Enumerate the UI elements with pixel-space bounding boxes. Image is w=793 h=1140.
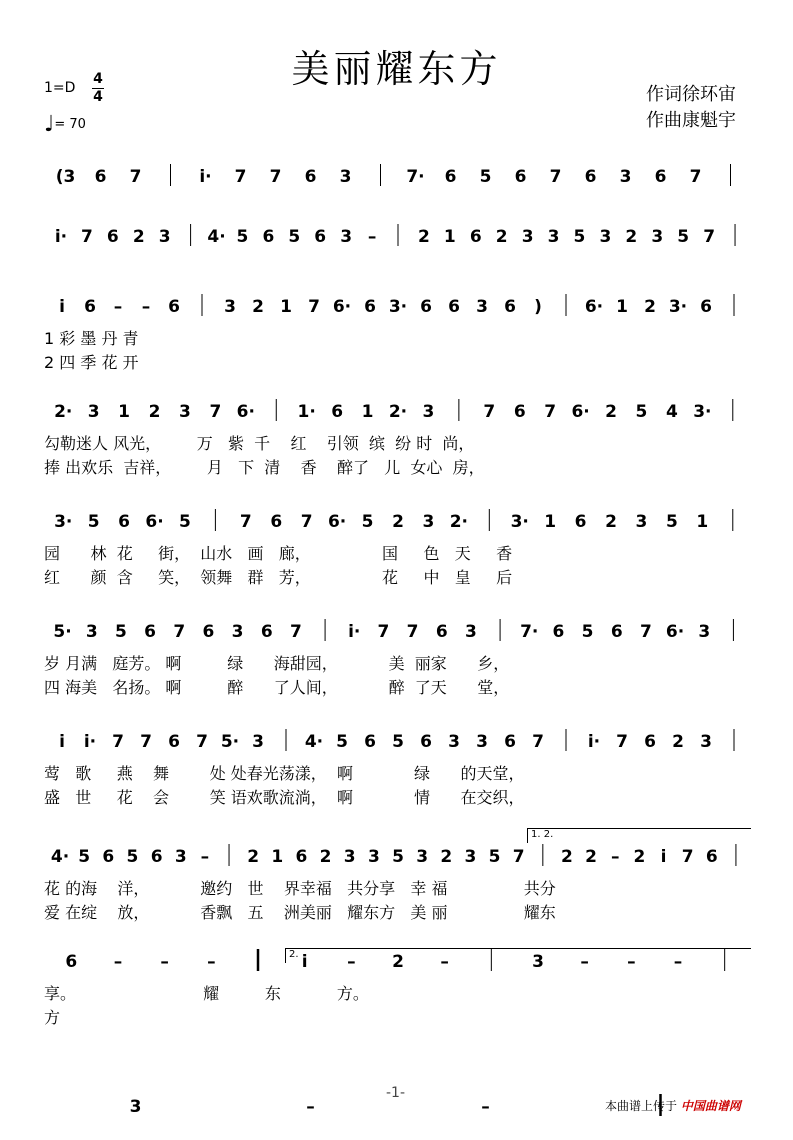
note: 5 — [665, 512, 678, 532]
volta-bracket: 1. 2. — [527, 828, 751, 843]
note: 5 — [635, 402, 648, 422]
note: 3 — [85, 622, 98, 642]
note: 3 — [464, 847, 477, 867]
note: 3 — [532, 952, 544, 972]
note: 7 — [544, 402, 557, 422]
composer-credit: 作曲康魁宇 — [646, 110, 736, 131]
note: 7 — [406, 622, 419, 642]
note: 6 — [420, 732, 432, 752]
tempo-value: = 70 — [54, 117, 86, 132]
note: 7 — [209, 402, 222, 422]
note: 5 — [479, 167, 492, 187]
note: 6 — [168, 297, 180, 317]
note: – — [141, 297, 151, 317]
tempo-marking — [44, 112, 86, 137]
note: 7 — [234, 167, 247, 187]
note: – — [481, 1097, 490, 1117]
note: 2 — [605, 402, 617, 422]
note: 6 — [644, 732, 656, 752]
time-signature — [92, 72, 104, 105]
note: 3 — [700, 732, 712, 752]
note: – — [207, 952, 216, 972]
note: – — [160, 952, 169, 972]
note: 7· — [520, 622, 539, 642]
note: i· — [199, 167, 212, 187]
lyric-line-2: 2 四 季 花 开 — [44, 353, 139, 372]
note: 7 — [196, 732, 208, 752]
note: 6 — [610, 622, 623, 642]
note: 6· — [332, 297, 352, 317]
note: 7 — [681, 847, 694, 867]
note: 1 — [361, 402, 374, 422]
note: 6 — [144, 622, 157, 642]
note: 3 — [87, 402, 100, 422]
note: 7· — [406, 167, 425, 187]
note: 3· — [668, 297, 688, 317]
note: 6 — [94, 167, 107, 187]
lyric-line-2: 捧 出欢乐 吉祥， 月 下 清 香 醉了 儿 女心 房， — [44, 458, 485, 477]
note: – — [113, 297, 123, 317]
note: – — [440, 952, 449, 972]
note: 6 — [364, 297, 376, 317]
note: i — [660, 847, 667, 867]
note: 3 — [619, 167, 632, 187]
note: 2 — [561, 847, 573, 867]
note: 2 — [585, 847, 598, 867]
song-title: 美丽耀东方 — [291, 47, 502, 91]
note: 3 — [464, 622, 477, 642]
note: 6 — [331, 402, 344, 422]
note: 2 — [495, 227, 508, 247]
note: 7 — [80, 227, 93, 247]
note: 7 — [377, 622, 390, 642]
note: 7 — [239, 512, 252, 532]
note: 3 — [698, 622, 711, 642]
note: i — [59, 297, 65, 317]
note: 3 — [252, 732, 264, 752]
note: 6 — [469, 227, 482, 247]
note: 2 — [672, 732, 684, 752]
lyric-line-1: 勾勒迷人 风光， 万 紫 千 红 引领 缤 纷 时 尚， — [44, 434, 475, 453]
note: 3 — [521, 227, 534, 247]
note: – — [113, 952, 123, 972]
note: 2 — [440, 847, 453, 867]
note: 3 — [448, 732, 460, 752]
note: 7 — [703, 227, 716, 247]
note: 6 — [514, 167, 527, 187]
note: – — [610, 847, 620, 867]
note: 6 — [504, 297, 516, 317]
note: 3 — [343, 847, 356, 867]
note: 2 — [252, 297, 264, 317]
note: 1 — [118, 402, 131, 422]
note: i· — [54, 227, 68, 247]
note: 6 — [106, 227, 119, 247]
note: 5 — [488, 847, 501, 867]
note: 6 — [102, 847, 115, 867]
note: 3 — [422, 402, 435, 422]
lyricist-credit: 作词徐环宙 — [646, 84, 736, 105]
note: – — [306, 1097, 315, 1117]
note: 6· — [665, 622, 685, 642]
note: 7 — [173, 622, 186, 642]
note: 3 — [416, 847, 429, 867]
note: 6 — [304, 167, 317, 187]
note: i· — [83, 732, 97, 752]
note: 2 — [132, 227, 145, 247]
note: 7 — [129, 167, 142, 187]
note: i — [59, 732, 65, 752]
note: 5 — [114, 622, 127, 642]
note: 4· — [304, 732, 324, 752]
notation-line — [0, 150, 793, 210]
note: 4 — [665, 402, 678, 422]
volta-bracket: 2. — [285, 948, 751, 963]
lyric-line-2: 四 海美 名扬。 啊 醉 了人间， 醉 了天 堂， — [44, 678, 510, 697]
note: – — [580, 952, 589, 972]
page-number: -1- — [386, 1085, 406, 1101]
lyric-line-1: 园 林 花 街， 山水 画 廊， 国 色 天 香 — [44, 544, 513, 563]
note: – — [347, 952, 356, 972]
note: 5 — [392, 732, 404, 752]
note: 6 — [65, 952, 78, 972]
note: 5 — [361, 512, 374, 532]
note: 3 — [179, 402, 191, 422]
note: 6 — [654, 167, 667, 187]
note: 2 — [633, 847, 646, 867]
note: 3 — [339, 167, 352, 187]
note: 2 — [625, 227, 638, 247]
note: 3 — [422, 512, 435, 532]
note: 1 — [616, 297, 628, 317]
note: – — [367, 227, 377, 247]
note: 7 — [140, 732, 152, 752]
note: 5 — [87, 512, 100, 532]
note: 6· — [236, 402, 255, 422]
note: 3 — [367, 847, 380, 867]
note: (3 — [55, 167, 76, 187]
note: 7 — [549, 167, 562, 187]
note: – — [673, 952, 683, 972]
note: 7 — [269, 167, 282, 187]
lyric-line-1: 1 彩 墨 丹 青 — [44, 329, 139, 348]
note: 3· — [693, 402, 712, 422]
note: i· — [587, 732, 601, 752]
note: 2· — [449, 512, 469, 532]
note: 3 — [599, 227, 612, 247]
note: 6 — [435, 622, 448, 642]
note: 5 — [581, 622, 594, 642]
note: 6 — [420, 297, 432, 317]
note: 6 — [364, 732, 376, 752]
lyric-line-2: 爱 在绽 放， 香飘 五 洲美丽 耀东方 美 丽 耀东 — [44, 903, 556, 922]
note: 2 — [644, 297, 656, 317]
note: 6 — [260, 622, 273, 642]
note: 2 — [247, 847, 260, 867]
note: 3 — [651, 227, 664, 247]
note: 4· — [207, 227, 226, 247]
key-signature: 1=D — [44, 80, 76, 96]
note: 1 — [280, 297, 292, 317]
source-brand-logo: 中国曲谱网 — [680, 1099, 741, 1113]
note: 6 — [513, 402, 526, 422]
note: 3· — [510, 512, 529, 532]
source-credit — [605, 1097, 741, 1114]
note: 1 — [443, 227, 456, 247]
note: 7 — [616, 732, 628, 752]
note: 5· — [53, 622, 72, 642]
note: 7 — [300, 512, 313, 532]
note: 6 — [552, 622, 565, 642]
note: 6· — [327, 512, 347, 532]
note: 7 — [639, 622, 652, 642]
note: – — [200, 847, 210, 867]
note: 5 — [573, 227, 586, 247]
note: 7 — [512, 847, 525, 867]
note: 2 — [392, 952, 404, 972]
note: 1· — [297, 402, 316, 422]
note: i· — [348, 622, 361, 642]
note: 3 — [340, 227, 353, 247]
note: 3 — [174, 847, 187, 867]
note: 5 — [78, 847, 91, 867]
note: 7 — [532, 732, 544, 752]
note: 7 — [689, 167, 702, 187]
lyric-line-2: 盛 世 花 会 笑 语欢歌流淌， 啊 情 在交织， — [44, 788, 525, 807]
note: 3 — [476, 297, 488, 317]
lyric-line-2: 红 颜 含 笑， 领舞 群 芳， 花 中 皇 后 — [44, 568, 513, 587]
note: 3 — [476, 732, 488, 752]
quarter-note-icon: ♩ — [44, 112, 55, 137]
note: 2 — [418, 227, 430, 247]
note: 3 — [129, 1097, 142, 1117]
note: 3 — [224, 297, 236, 317]
notation-line — [0, 210, 793, 270]
note: 3 — [635, 512, 648, 532]
note: 5 — [392, 847, 404, 867]
note: 2 — [319, 847, 332, 867]
note: 6 — [314, 227, 327, 247]
note: 6· — [145, 512, 164, 532]
note: 6· — [584, 297, 604, 317]
note: 5 — [677, 227, 690, 247]
note: 3· — [54, 512, 73, 532]
source-prefix: 本曲谱上传于 — [605, 1099, 678, 1113]
note: 6 — [168, 732, 180, 752]
note: 6· — [571, 402, 590, 422]
time-sig-top: 4 — [93, 71, 103, 87]
note: 2 — [148, 402, 161, 422]
note: – — [627, 952, 636, 972]
note: 4· — [50, 847, 70, 867]
note: 1 — [696, 512, 709, 532]
note: 5 — [126, 847, 139, 867]
note: 6 — [202, 622, 215, 642]
note: 3 — [231, 622, 244, 642]
note: 1 — [271, 847, 284, 867]
note: 6 — [270, 512, 283, 532]
lyric-line-1: 岁 月满 庭芳。 啊 绿 海甜园， 美 丽家 乡， — [44, 654, 510, 673]
note: 5 — [179, 512, 191, 532]
note: 6 — [118, 512, 131, 532]
note: 2· — [388, 402, 408, 422]
note: 7 — [289, 622, 302, 642]
time-sig-bottom: 4 — [93, 89, 103, 105]
note: 5 — [236, 227, 249, 247]
note: 6 — [84, 297, 96, 317]
note: 3· — [388, 297, 408, 317]
note: 3 — [158, 227, 171, 247]
note: 6 — [700, 297, 712, 317]
note: 5 — [288, 227, 301, 247]
note: 2 — [392, 512, 404, 532]
note: 6 — [448, 297, 460, 317]
note: 6 — [584, 167, 597, 187]
note: 5 — [336, 732, 348, 752]
note: 5· — [220, 732, 240, 752]
note: 7 — [308, 297, 320, 317]
note: 6 — [705, 847, 718, 867]
lyric-line-1: 莺 歌 燕 舞 处 处春光荡漾， 啊 绿 的天堂， — [44, 764, 525, 783]
note: 6 — [262, 227, 275, 247]
lyric-line-1: 花 的海 洋， 邀约 世 界幸福 共分享 幸 福 共分 — [44, 879, 556, 898]
lyric-line-1: 享。 耀 东 方。 — [44, 984, 369, 1003]
note: 6 — [574, 512, 587, 532]
note: 6 — [150, 847, 163, 867]
note: 6 — [444, 167, 457, 187]
note: 2 — [605, 512, 617, 532]
note: 7 — [483, 402, 496, 422]
note: i — [301, 952, 308, 972]
note: 7 — [112, 732, 124, 752]
note: 6 — [504, 732, 516, 752]
lyric-line-2: 方 — [44, 1008, 61, 1027]
note: 1 — [544, 512, 557, 532]
note: 3 — [547, 227, 560, 247]
note: ) — [534, 297, 542, 317]
note: 2· — [54, 402, 73, 422]
note: 6 — [295, 847, 308, 867]
